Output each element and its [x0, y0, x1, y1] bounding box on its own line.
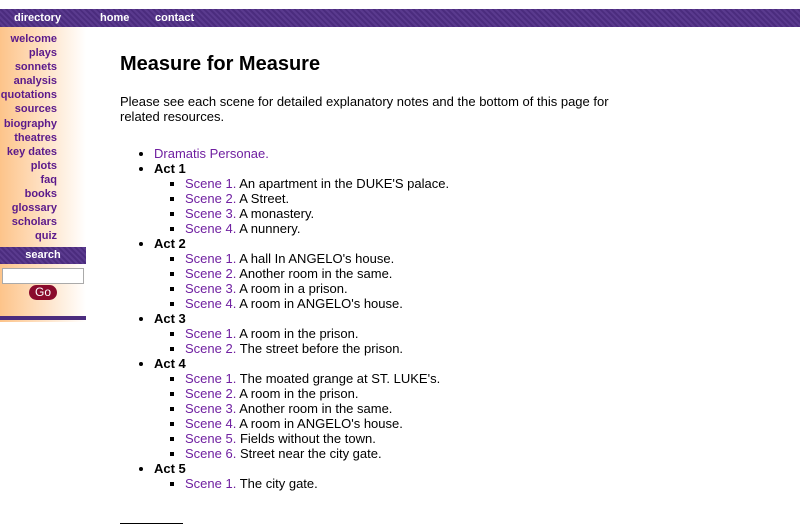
- sidebar-item-glossary[interactable]: glossary: [11, 202, 57, 215]
- top-nav-bar: [0, 9, 800, 27]
- act-heading: Act 3: [154, 311, 186, 326]
- sidebar-item-sources[interactable]: sources: [14, 103, 57, 116]
- footer-rule: [120, 523, 183, 524]
- sidebar-item-key-dates[interactable]: key dates: [6, 145, 57, 158]
- scene-description: A monastery.: [239, 206, 315, 221]
- go-button[interactable]: Go: [29, 285, 57, 300]
- scene-description: The street before the prison.: [239, 341, 404, 356]
- scene-item: [185, 206, 620, 221]
- scene-description: A Street.: [239, 191, 290, 206]
- scene-item: [185, 251, 620, 266]
- scene-link[interactable]: Scene 1.: [185, 476, 237, 491]
- sidebar-divider: [0, 316, 86, 320]
- scene-link[interactable]: Scene 2.: [185, 341, 237, 356]
- sidebar-item-plays[interactable]: plays: [28, 47, 57, 60]
- act-item: [154, 236, 620, 311]
- scene-link[interactable]: Scene 2.: [185, 386, 237, 401]
- scene-link[interactable]: Scene 4.: [185, 416, 237, 431]
- scene-link[interactable]: Scene 2.: [185, 191, 237, 206]
- scene-item: [185, 281, 620, 296]
- scene-link[interactable]: Scene 5.: [185, 431, 237, 446]
- act-heading: Act 4: [154, 356, 186, 371]
- scene-link[interactable]: Scene 3.: [185, 281, 237, 296]
- scene-list: [120, 146, 620, 491]
- scene-link[interactable]: Scene 4.: [185, 221, 237, 236]
- act-item: [154, 161, 620, 236]
- scene-item: [185, 386, 620, 401]
- scene-link[interactable]: Scene 3.: [185, 206, 237, 221]
- sidebar-item-faq[interactable]: faq: [40, 173, 57, 186]
- act-heading: Act 2: [154, 236, 186, 251]
- sidebar-item-scholars[interactable]: scholars: [11, 216, 57, 229]
- scene-item: [185, 221, 620, 236]
- list-item: [154, 146, 620, 161]
- sidebar-item-sonnets[interactable]: sonnets: [14, 61, 57, 74]
- act-item: [154, 356, 620, 461]
- contact-link[interactable]: contact: [155, 12, 195, 24]
- scene-sublist: [154, 251, 620, 311]
- sidebar-item-analysis[interactable]: analysis: [13, 75, 57, 88]
- scene-description: A hall In ANGELO's house.: [239, 251, 395, 266]
- scene-item: [185, 431, 620, 446]
- sidebar-item-quiz[interactable]: quiz: [35, 230, 57, 243]
- scene-item: [185, 176, 620, 191]
- scene-link[interactable]: Scene 3.: [185, 401, 237, 416]
- scene-description: A nunnery.: [239, 221, 301, 236]
- act-item: [154, 311, 620, 356]
- scene-item: [185, 476, 620, 491]
- scene-sublist: [154, 371, 620, 461]
- act-item: [154, 461, 620, 491]
- scene-description: An apartment in the DUKE'S palace.: [239, 176, 450, 191]
- scene-item: [185, 296, 620, 311]
- scene-link[interactable]: Scene 4.: [185, 296, 237, 311]
- scene-description: Street near the city gate.: [239, 446, 382, 461]
- scene-description: The city gate.: [239, 476, 318, 491]
- act-heading: Act 1: [154, 161, 186, 176]
- scene-description: A room in a prison.: [239, 281, 348, 296]
- act-heading: Act 5: [154, 461, 186, 476]
- search-header: search: [0, 247, 86, 264]
- scene-description: Another room in the same.: [239, 401, 393, 416]
- scene-link[interactable]: Scene 1.: [185, 371, 237, 386]
- intro-text: Please see each scene for detailed explanatory notes and the bottom of this page for related resources.: [120, 94, 609, 124]
- sidebar: [0, 27, 86, 322]
- scene-description: The moated grange at ST. LUKE's.: [239, 371, 441, 386]
- scene-link[interactable]: Scene 2.: [185, 266, 237, 281]
- scene-item: [185, 326, 620, 341]
- sidebar-item-books[interactable]: books: [24, 188, 57, 201]
- scene-item: [185, 341, 620, 356]
- scene-sublist: [154, 176, 620, 236]
- dramatis-personae-link[interactable]: Dramatis Personae.: [154, 146, 269, 161]
- scene-item: [185, 446, 620, 461]
- search-input[interactable]: [2, 268, 84, 284]
- page-title: Measure for Measure: [120, 53, 321, 75]
- scene-description: Another room in the same.: [239, 266, 393, 281]
- scene-item: [185, 416, 620, 431]
- scene-item: [185, 191, 620, 206]
- scene-description: A room in ANGELO's house.: [239, 296, 403, 311]
- scene-link[interactable]: Scene 6.: [185, 446, 237, 461]
- scene-item: [185, 266, 620, 281]
- sidebar-nav: [0, 32, 57, 243]
- scene-sublist: [154, 476, 620, 491]
- scene-description: A room in the prison.: [239, 386, 359, 401]
- scene-sublist: [154, 326, 620, 356]
- sidebar-item-quotations[interactable]: quotations: [0, 89, 57, 102]
- scene-description: A room in the prison.: [239, 326, 359, 341]
- scene-description: Fields without the town.: [239, 431, 376, 446]
- scene-item: [185, 371, 620, 386]
- scene-item: [185, 401, 620, 416]
- sidebar-item-biography[interactable]: biography: [3, 117, 57, 130]
- sidebar-item-theatres[interactable]: theatres: [14, 131, 57, 144]
- sidebar-item-plots[interactable]: plots: [30, 159, 57, 172]
- directory-link[interactable]: directory: [14, 12, 62, 24]
- scene-link[interactable]: Scene 1.: [185, 326, 237, 341]
- scene-link[interactable]: Scene 1.: [185, 251, 237, 266]
- home-link[interactable]: home: [100, 12, 130, 24]
- sidebar-item-welcome[interactable]: welcome: [10, 33, 57, 45]
- scene-description: A room in ANGELO's house.: [239, 416, 403, 431]
- main-content: [120, 52, 620, 491]
- scene-link[interactable]: Scene 1.: [185, 176, 237, 191]
